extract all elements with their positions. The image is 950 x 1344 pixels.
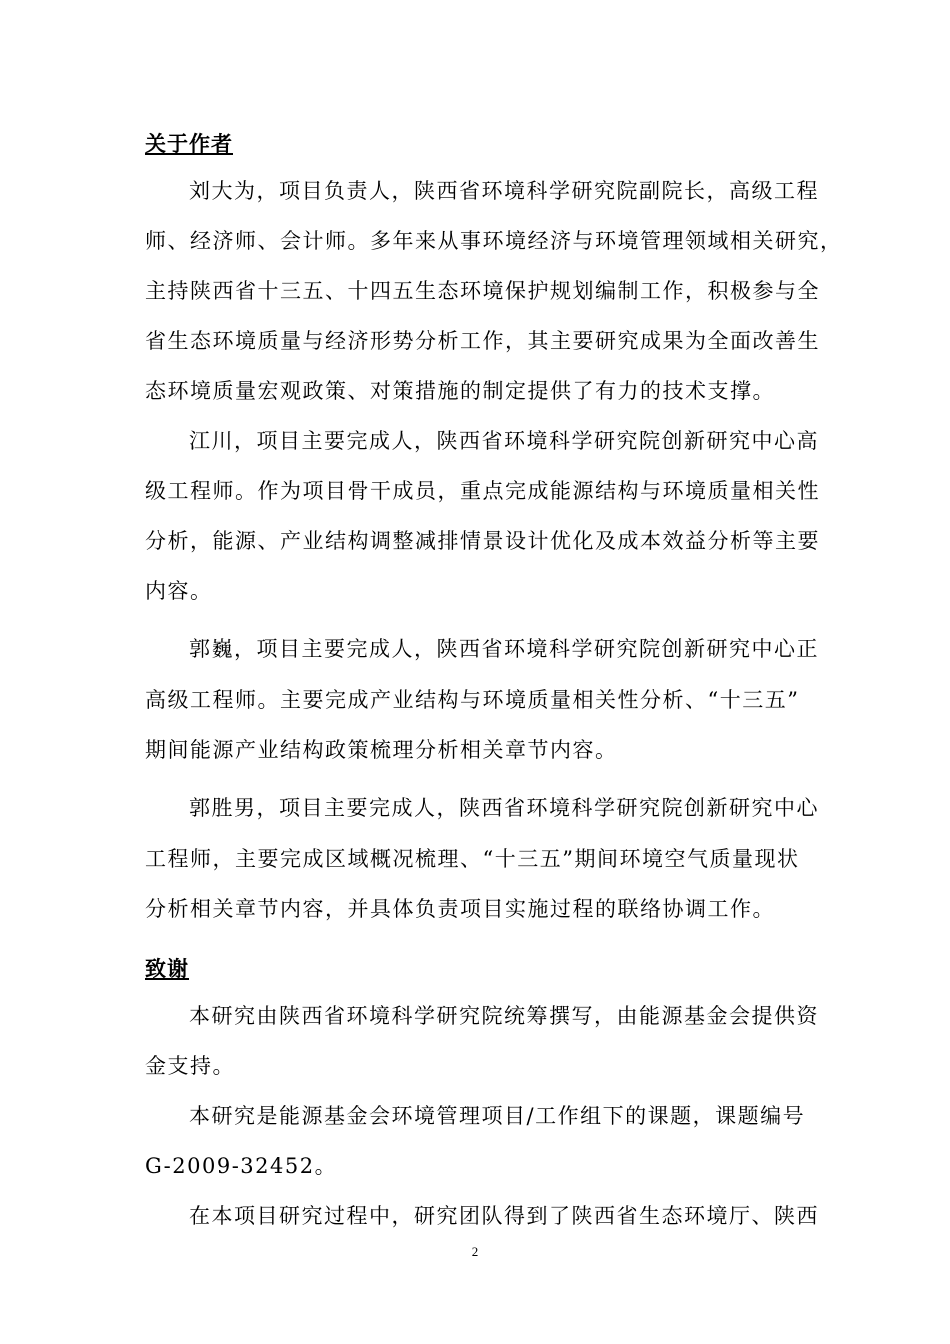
paragraph-line: 刘大为，项目负责人，陕西省环境科学研究院副院长，高级工程: [189, 179, 819, 203]
section-heading-about: 关于作者: [145, 132, 233, 156]
paragraph-line: 工程师，主要完成区域概况梳理、“十三五”期间环境空气质量现状: [145, 847, 800, 871]
paragraph-line: 高级工程师。主要完成产业结构与环境质量相关性分析、“十三五”: [145, 688, 800, 712]
paragraph-line: 省生态环境质量与经济形势分析工作，其主要研究成果为全面改善生: [145, 329, 820, 353]
paragraph-line: 江川，项目主要完成人，陕西省环境科学研究院创新研究中心高: [189, 429, 819, 453]
paragraph-line: 主持陕西省十三五、十四五生态环境保护规划编制工作，积极参与全: [145, 279, 820, 303]
paragraph-line: 本研究是能源基金会环境管理项目/工作组下的课题，课题编号: [189, 1104, 806, 1128]
paragraph-line: 在本项目研究过程中，研究团队得到了陕西省生态环境厅、陕西: [189, 1204, 819, 1228]
paragraph-line: 级工程师。作为项目骨干成员，重点完成能源结构与环境质量相关性: [145, 479, 820, 503]
paragraph-line: 分析，能源、产业结构调整减排情景设计优化及成本效益分析等主要: [145, 529, 820, 553]
paragraph-line: G-2009-32452。: [145, 1154, 338, 1178]
paragraph-line: 内容。: [145, 579, 213, 603]
paragraph-line: 郭巍，项目主要完成人，陕西省环境科学研究院创新研究中心正: [189, 637, 819, 661]
page-number: 2: [471, 1244, 479, 1259]
paragraph-line: 师、经济师、会计师。多年来从事环境经济与环境管理领域相关研究，: [145, 229, 843, 253]
paragraph-line: 分析相关章节内容，并具体负责项目实施过程的联络协调工作。: [145, 897, 775, 921]
paragraph-line: 金支持。: [145, 1054, 235, 1078]
section-heading-thanks: 致谢: [145, 957, 189, 981]
paragraph-line: 郭胜男，项目主要完成人，陕西省环境科学研究院创新研究中心: [189, 796, 819, 820]
paragraph-line: 本研究由陕西省环境科学研究院统筹撰写，由能源基金会提供资: [189, 1004, 819, 1028]
paragraph-line: 期间能源产业结构政策梳理分析相关章节内容。: [145, 738, 618, 762]
paragraph-line: 态环境质量宏观政策、对策措施的制定提供了有力的技术支撑。: [145, 379, 775, 403]
